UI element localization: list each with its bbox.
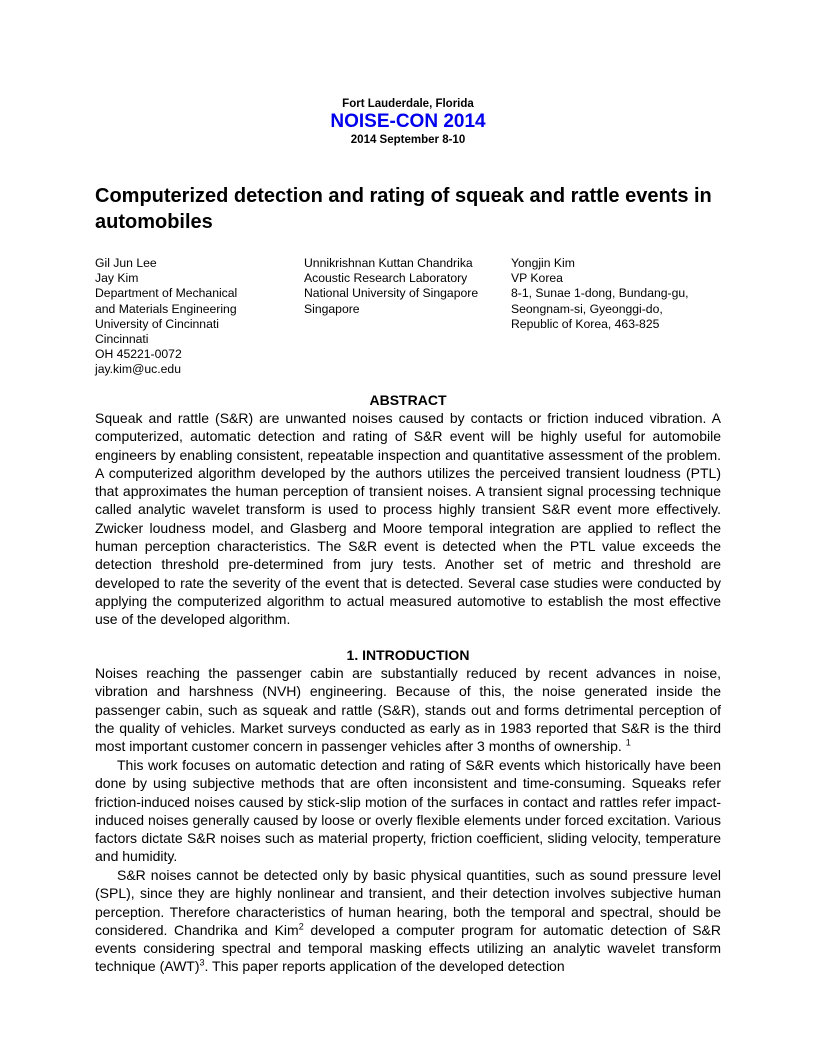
conference-date: 2014 September 8-10: [350, 134, 466, 146]
author-line: Jay Kim: [95, 271, 139, 286]
author-line: Republic of Korea, 463-825: [511, 316, 660, 331]
conference-header: [0, 97, 816, 147]
author-line: Department of Mechanical: [95, 286, 238, 301]
abstract-heading: ABSTRACT: [369, 392, 447, 408]
introduction-paragraph-1: [95, 664, 721, 755]
paper-title: Computerized detection and rating of squeak and rattle events in automobiles: [95, 185, 712, 233]
abstract-text: Squeak and rattle (S&R) are unwanted noises caused by contacts or friction induced vibration. A computerized, automatic detection and rating of S&R event will be highly useful for automobile engineers by enabling consistent, repeatable inspection and quantitative assessment of the problem. A computerized algorithm developed by the authors utilizes the perceived transient loudness (PTL) that approximates the human perception of transient noises. A transient signal processing technique called analytic wavelet transform is used to process highly transient S&R event more effectively. Zwicker loudness model, and Glasberg and Moore temporal integration are applied to reflect the human perception characteristics. The S&R event is detected when the PTL value exceeds the detection threshold pre-determined from jury tests. Another set of metric and threshold are developed to rate the severity of the event that is detected. Several case studies were conducted by applying the computerized algorithm to actual measured automotive to establish the most effective use of the developed algorithm.: [95, 410, 721, 628]
author-line: Acoustic Research Laboratory: [304, 271, 468, 286]
author-block-1: [95, 256, 237, 378]
author-line: VP Korea: [511, 271, 563, 286]
author-line: Unnikrishnan Kuttan Chandrika: [304, 256, 473, 270]
author-line: Gil Jun Lee: [95, 256, 157, 270]
author-line: University of Cincinnati: [95, 316, 219, 331]
reference-superscript: 1: [625, 737, 631, 748]
author-block-3: [511, 256, 689, 332]
paragraph-text: . This paper reports application of the developed detection: [204, 958, 565, 975]
paragraph-text: Noises reaching the passenger cabin are substantially reduced by recent advances in noise, vibration and harshness (NVH) engineering. Because of this, the noise generated inside the passenger cabin, such as squeak and rattle (S&R), stands out and forms detrimental perception of the quality of vehicles. Market surveys conducted as early as in 1983 reported that S&R is the third most important customer concern in passenger vehicles after 3 months of ownership.: [95, 665, 721, 755]
author-email: jay.kim@uc.edu: [95, 362, 181, 377]
author-line: 8-1, Sunae 1-dong, Bundang-gu,: [511, 286, 689, 301]
author-line: Cincinnati: [95, 332, 149, 347]
introduction-paragraph-2: This work focuses on automatic detection and rating of S&R events which historically have been done by using subjective methods that are often inconsistent and time-consuming. Squeaks refer friction-induced noises caused by stick-slip motion of the surfaces in contact and rattles refer impact-induced noises generally caused by loose or overly flexible elements under forced excitation. Various factors dictate S&R noises such as material property, friction coefficient, sliding velocity, temperature and humidity.: [95, 757, 721, 865]
author-line: Yongjin Kim: [511, 256, 575, 270]
author-line: Singapore: [304, 301, 360, 316]
author-line: Seongnam-si, Gyeonggi-do,: [511, 301, 663, 316]
author-block-2: [304, 256, 478, 317]
reference-superscript: 2: [298, 921, 304, 932]
author-line: National University of Singapore: [304, 286, 479, 301]
author-line: OH 45221-0072: [95, 347, 182, 362]
paragraph-text: developed a computer program for automatic detection of S&R events considering spectral and temporal masking effects utilizing an analytic wavelet transform technique (AWT): [95, 921, 721, 975]
conference-name: NOISE-CON 2014: [330, 111, 486, 132]
introduction-heading: 1. INTRODUCTION: [346, 647, 470, 663]
introduction-paragraph-3: [95, 866, 721, 976]
reference-superscript: 3: [199, 957, 205, 968]
paragraph-text: S&R noises cannot be detected only by basic physical quantities, such as sound pressure level (SPL), since they are highly nonlinear and transient, and their detection involves subjective human perception. Therefore characteristics of human hearing, both the temporal and spectral, should be considered. Chandrika and Kim: [95, 867, 721, 938]
author-line: and Materials Engineering: [95, 301, 237, 316]
conference-location: Fort Lauderdale, Florida: [342, 98, 474, 110]
